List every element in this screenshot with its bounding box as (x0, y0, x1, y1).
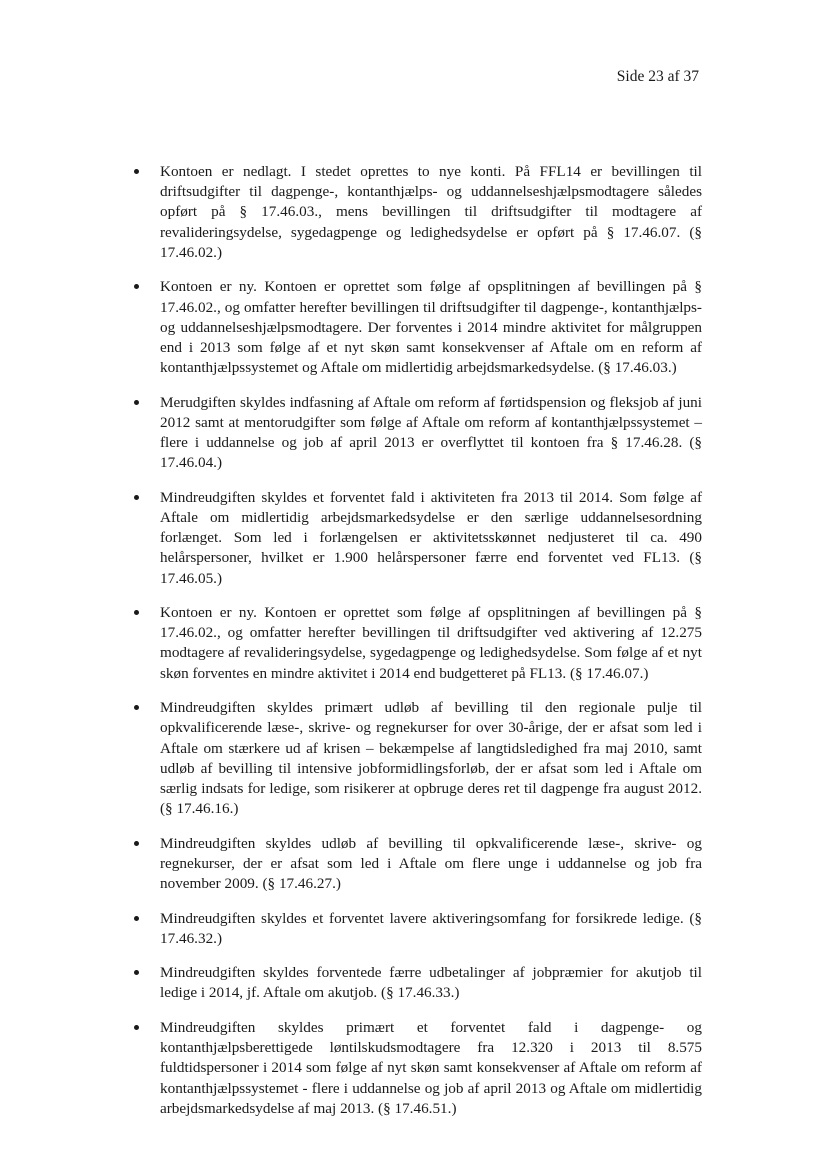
list-item (160, 393, 702, 474)
bullet-text: Mindreudgiften skyldes forventede færre udbetalinger af jobpræmier for akutjob til ledige i 2014, jf. Aftale om akutjob. (§ 17.46.33.) (160, 964, 702, 1002)
list-item (160, 1018, 702, 1119)
bullet-text: Kontoen er ny. Kontoen er oprettet som følge af opsplitningen af bevillingen på § 17.46.02., og omfatter herefter bevillingen til driftsudgifter til dagpenge-, kontanthjælps- og uddannelseshjælpsmodtagere. Der forventes i 2014 mindre aktivitet for målgruppen end i 2013 som følge af et nyt skøn samt konsekvenser af Aftale om en reform af kontanthjælpssystemet og Aftale om midlertidig arbejdsmarkedsydelse. (§ 17.46.03.) (160, 278, 702, 377)
list-item (160, 277, 702, 378)
bullet-icon (134, 916, 139, 921)
bullet-text: Mindreudgiften skyldes primært et forventet fald i dagpenge- og kontanthjælpsberettigede løntilskudsmodtagere fra 12.320 i 2013 til 8.575 fuldtidspersoner i 2014 som følge af nyt skøn samt konsekvenser af Aftale om reform af kontanthjælpssystemet - flere i uddannelse og job af april 2013 og Aftale om midlertidig arbejdsmarkedsydelse af maj 2013. (§ 17.46.51.) (160, 1018, 702, 1117)
bullet-text: Mindreudgiften skyldes primært udløb af bevilling til den regionale pulje til opkvalificerende læse-, skrive- og regnekurser for over 30-årige, der er afsat som led i Aftale om stærkere ud af krisen – bekæmpelse af langtidsledighed fra maj 2010, samt udløb af bevilling til intensive jobformidlingsforløb, der er afsat som led i Aftale om særlig indsats for ledige, som risikerer at opbruge deres ret til dagpenge fra august 2012. (§ 17.46.16.) (160, 699, 702, 818)
page-number: Side 23 af 37 (616, 68, 699, 85)
list-item (160, 162, 702, 263)
bullet-text: Mindreudgiften skyldes et forventet lavere aktiveringsomfang for forsikrede ledige. (§ 17.46.32.) (160, 909, 702, 947)
list-item (160, 909, 702, 949)
bullet-icon (134, 495, 139, 500)
bullet-icon (134, 284, 139, 289)
list-item (160, 603, 702, 684)
bullet-text: Merudgiften skyldes indfasning af Aftale om reform af førtidspension og fleksjob af juni 2012 samt at mentorudgifter som følge af Aftale om reform af kontanthjælpssystemet – flere i uddannelse og job af april 2013 er overflyttet til kontoen fra § 17.46.28. (§ 17.46.04.) (160, 393, 702, 472)
bullet-icon (134, 970, 139, 975)
bullet-text: Mindreudgiften skyldes et forventet fald i aktiviteten fra 2013 til 2014. Som følge af Aftale om midlertidig arbejdsmarkedsydelse er den særlige uddannelsesordning forlænget. Som led i forlængelsen er aktivitetsskønnet nedjusteret til ca. 490 helårspersoner, hvilket er 1.900 helårspersoner færre end forventet ved FL13. (§ 17.46.05.) (160, 488, 702, 587)
bullet-list (160, 162, 702, 1133)
list-item (160, 698, 702, 819)
list-item (160, 488, 702, 589)
bullet-icon (134, 400, 139, 405)
bullet-icon (134, 841, 139, 846)
bullet-text: Kontoen er ny. Kontoen er oprettet som følge af opsplitningen af bevillingen på § 17.46.02., og omfatter herefter bevillingen til driftsudgifter ved aktivering af 12.275 modtagere af revalideringsydelse, sygedagpenge og ledighedsydelse. Som følge af et nyt skøn forventes en mindre aktivitet i 2014 end budgetteret på FL13. (§ 17.46.07.) (160, 604, 702, 682)
bullet-icon (134, 169, 139, 174)
bullet-icon (134, 610, 139, 615)
bullet-icon (134, 1025, 139, 1030)
bullet-icon (134, 705, 139, 710)
bullet-text: Kontoen er nedlagt. I stedet oprettes to nye konti. På FFL14 er bevillingen til driftsudgifter til dagpenge-, kontanthjælps- og uddannelseshjælpsmodtagere således opført på § 17.46.03., mens bevillingen til driftsudgifter til modtagere af revalideringsydelse, sygedagpenge og ledighedsydelse er opført på § 17.46.07. (§ 17.46.02.) (160, 163, 702, 261)
list-item (160, 834, 702, 895)
list-item (160, 963, 702, 1003)
bullet-text: Mindreudgiften skyldes udløb af bevilling til opkvalificerende læse-, skrive- og regnekurser, der er afsat som led i Aftale om flere unge i uddannelse og job fra november 2009. (§ 17.46.27.) (160, 834, 702, 893)
